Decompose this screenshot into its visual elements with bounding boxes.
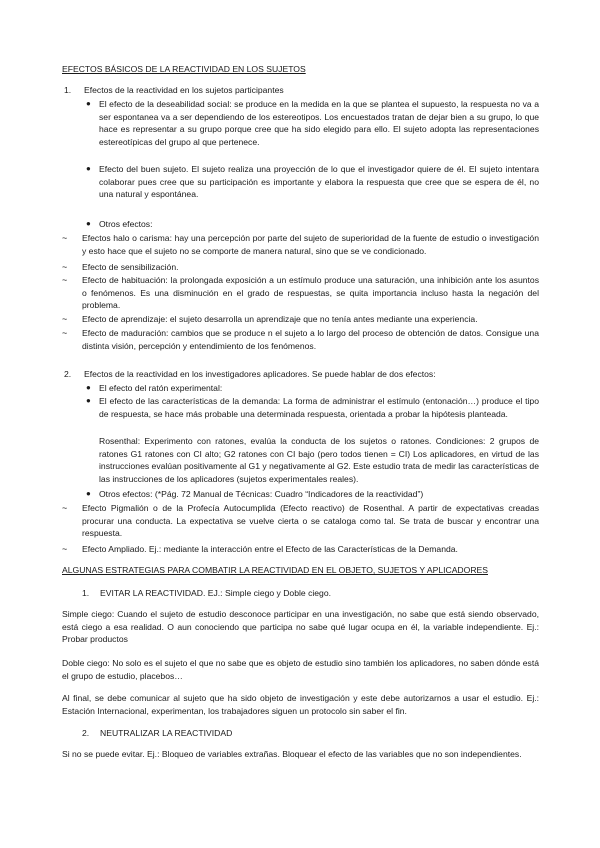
bullet-text: El efecto de las características de la demanda: La forma de administrar el estímulo (entonación…) produce el tipo de respuesta, se hace más probable una determinada respuesta, orientada a probar la hipótesis planteada. xyxy=(99,396,539,419)
tilde-item-text: Efecto de habituación: la prolongada exposición a un estímulo produce una saturación, una inhibición ante los asuntos o fenómenos. Es una disminución en el grado de respuestas, se quita importancia incluso hasta la negación del problema. xyxy=(82,275,539,311)
tilde-item-text: Efecto de maduración: cambios que se produce n el sujeto a lo largo del proceso de obtención de datos. Consigue una distinta visión, percepción y entendimiento de los fenómenos. xyxy=(82,328,539,351)
tilde-item-text: Efecto de aprendizaje: el sujeto desarrolla un aprendizaje que no tenía antes mediante una experiencia. xyxy=(82,314,478,324)
list-number: 1. xyxy=(82,588,90,598)
bullet-icon: ● xyxy=(86,489,91,498)
paragraph: Simple ciego: Cuando el sujeto de estudio desconoce participar en una investigación, no sabe que está siendo observado, está ciego a esa realidad. O aun conociendo que participa no sabe qué lugar ocupa en él, la variable independiente. Ej.: Probar productos xyxy=(62,609,539,645)
tilde-item-text: Efectos halo o carisma: hay una percepción por parte del sujeto de superioridad de la fuente de estudio o investigación y esto hace que el sujeto no se comporte de manera natural, sino que se ve condicionado. xyxy=(82,233,539,256)
bullet-icon: ● xyxy=(86,219,91,228)
tilde-icon: ~ xyxy=(62,328,68,338)
tilde-item-text: Efecto de sensibilización. xyxy=(82,262,179,272)
bullet-text: El efecto de la deseabilidad social: se produce en la medida en la que se plantea el supuesto, la respuesta no va a ser espontanea va a ser dependiendo de los estereotipos. Los encuestados tratan de dejar bien a su grupo, lo que hace es representar a su grupo porque cree que ha sido elegido para ello. El sujeto adopta las representaciones estereotípicas del grupo al que pertenece. xyxy=(99,99,539,147)
bullet-paragraph: Rosenthal: Experimento con ratones, evalúa la conducta de los sujetos o ratones. Condiciones: 2 grupos de ratones G1 ratones con CI alto; G2 ratones con CI bajo (pero todos tienen = CI) Los aplicadores, en virtud de las instrucciones evalúan positivamente al G1 y negativamente al G2. Este estudio trata de medir las características de las instrucciones de los aplicadores (sujetos experimentales reales). xyxy=(99,436,539,484)
section-title: ALGUNAS ESTRATEGIAS PARA COMBATIR LA REACTIVIDAD EN EL OBJETO, SUJETOS Y APLICADORES xyxy=(62,565,488,575)
list-heading: Efectos de la reactividad en los investigadores aplicadores. Se puede hablar de dos efectos: xyxy=(84,369,436,379)
tilde-item-text: Efecto Pigmalión o de la Profecía Autocumplida (Efecto reactivo) de Rosenthal. A partir de expectativas creadas procurar una conducta. La expectativa se vuelve cierta o se cataloga como tal. Se trata de buscar y encontrar una respuesta. xyxy=(82,503,539,539)
list-heading: Efectos de la reactividad en los sujetos participantes xyxy=(84,85,284,95)
list-number: 2. xyxy=(64,369,72,379)
bullet-text: El efecto del ratón experimental: xyxy=(99,383,223,393)
bullet-text: Efecto del buen sujeto. El sujeto realiza una proyección de lo que el investigador quiere de él. El sujeto intentara colaborar pues cree que su participación es importante y elabora la respuesta que cree que se espera de él, no una natural y espontánea. xyxy=(99,164,539,200)
paragraph: Al final, se debe comunicar al sujeto que ha sido objeto de investigación y este debe autorizarnos a usar el estudio. Ej.: Estación Internacional, experimentan, los trabajadores siguen un protocolo sin saber el fin. xyxy=(62,693,539,716)
list-heading: NEUTRALIZAR LA REACTIVIDAD xyxy=(100,728,233,738)
tilde-item-text: Efecto Ampliado. Ej.: mediante la interacción entre el Efecto de las Características de la Demanda. xyxy=(82,544,458,554)
bullet-text: Otros efectos: (*Pág. 72 Manual de Técnicas: Cuadro “Indicadores de la reactividad”) xyxy=(99,489,424,499)
paragraph: Doble ciego: No solo es el sujeto el que no sabe que es objeto de estudio sino también los aplicadores, no saben dónde está el grupo de estudio, placebos… xyxy=(62,658,539,681)
tilde-icon: ~ xyxy=(62,503,68,513)
bullet-icon: ● xyxy=(86,383,91,392)
list-heading: EVITAR LA REACTIVIDAD. EJ.: Simple ciego y Doble ciego. xyxy=(100,588,332,598)
tilde-icon: ~ xyxy=(62,544,68,554)
tilde-icon: ~ xyxy=(62,262,68,272)
bullet-icon: ● xyxy=(86,99,91,108)
tilde-icon: ~ xyxy=(62,275,68,285)
list-number: 1. xyxy=(64,85,72,95)
section-title: EFECTOS BÁSICOS DE LA REACTIVIDAD EN LOS SUJETOS xyxy=(62,64,306,74)
paragraph: Si no se puede evitar. Ej.: Bloqueo de variables extrañas. Bloquear el efecto de las variables que no son independientes. xyxy=(62,749,522,759)
tilde-icon: ~ xyxy=(62,233,68,243)
list-number: 2. xyxy=(82,728,90,738)
bullet-text: Otros efectos: xyxy=(99,219,153,229)
tilde-icon: ~ xyxy=(62,314,68,324)
bullet-icon: ● xyxy=(86,396,91,405)
bullet-icon: ● xyxy=(86,164,91,173)
